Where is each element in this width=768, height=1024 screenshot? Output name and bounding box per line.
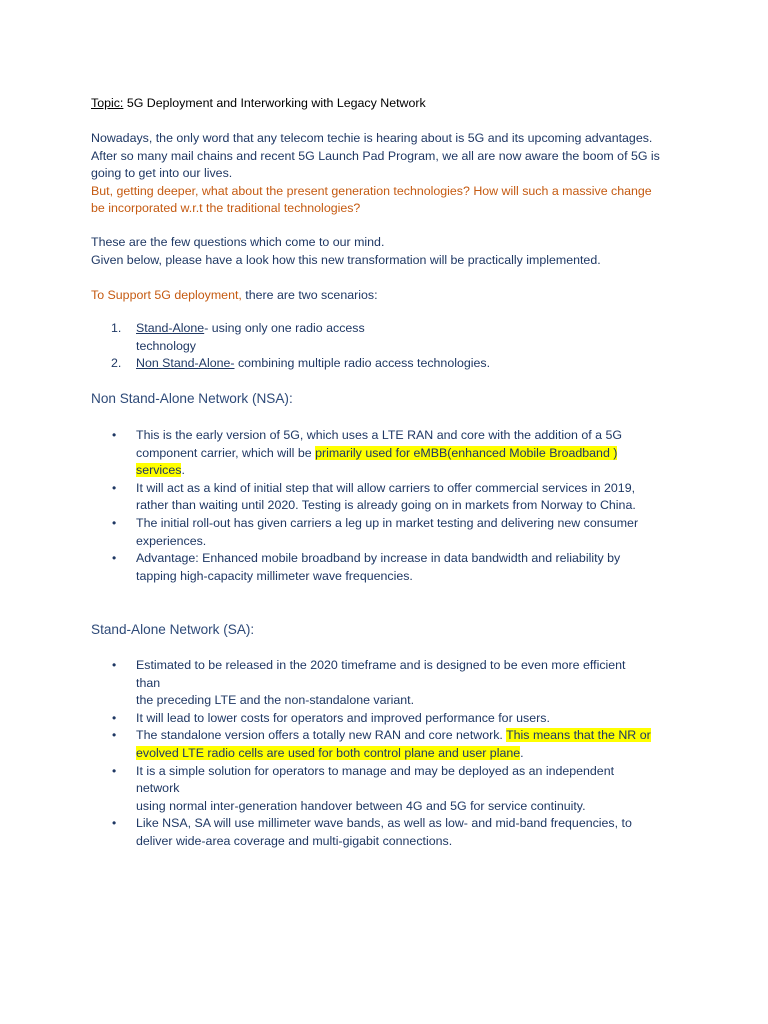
scenario-desc: combining multiple radio access technologies.	[234, 356, 491, 371]
list-item	[91, 815, 651, 850]
bullet-text: .	[520, 745, 524, 760]
bullet-icon: •	[112, 658, 117, 672]
support-lead: To Support 5G deployment,	[91, 288, 242, 302]
bullet-text: deliver wide-area coverage and multi-gigabit connections.	[136, 833, 453, 848]
scenario-list	[91, 320, 651, 373]
scenario-number: 1.	[111, 321, 122, 335]
intro-paragraph	[91, 130, 691, 218]
list-item	[91, 550, 651, 585]
scenario-number: 2.	[111, 356, 122, 371]
bullet-icon: •	[112, 428, 117, 442]
bullet-text: rather than waiting until 2020. Testing is already going on in markets from Norway to China.	[136, 498, 636, 513]
scenario-desc: - using only one radio access	[204, 321, 365, 335]
topic-title: 5G Deployment and Interworking with Legacy Network	[123, 96, 426, 110]
list-item	[91, 710, 651, 728]
highlighted-text: evolved LTE radio cells are used for both control plane and user plane	[136, 745, 521, 760]
bullet-text: The standalone version offers a totally new RAN and core network.	[136, 728, 507, 743]
bullet-icon: •	[112, 816, 117, 831]
bullet-text: tapping high-capacity millimeter wave frequencies.	[136, 568, 413, 583]
questions-paragraph	[91, 234, 691, 269]
scenario-item	[91, 355, 651, 373]
bullet-icon: •	[112, 551, 117, 566]
bullet-icon: •	[112, 710, 117, 725]
list-item	[91, 763, 651, 816]
highlighted-text: primarily used for eMBB(enhanced Mobile Broadband )	[315, 445, 618, 460]
bullet-icon: •	[112, 763, 117, 778]
list-item	[91, 727, 651, 762]
sa-bullet-list	[91, 657, 651, 851]
highlighted-text: This means that the NR or	[506, 728, 651, 743]
bullet-text: using normal inter-generation handover between 4G and 5G for service continuity.	[136, 798, 586, 813]
list-item	[91, 427, 651, 480]
support-rest: there are two scenarios:	[241, 288, 378, 302]
intro-line: Nowadays, the only word that any telecom techie is hearing about is 5G and its upcoming advantages.	[91, 131, 653, 145]
topic-label: Topic:	[91, 96, 124, 110]
bullet-text: Like NSA, SA will use millimeter wave bands, as well as low- and mid-band frequencies, to	[136, 816, 632, 831]
scenario-term: Non Stand-Alone-	[136, 356, 235, 371]
scenario-item	[91, 320, 651, 355]
bullet-text: It will lead to lower costs for operators and improved performance for users.	[136, 710, 550, 725]
scenario-term: Stand-Alone	[136, 321, 205, 335]
bullet-icon: •	[112, 480, 117, 495]
bullet-text: .	[181, 463, 185, 478]
scenario-desc: technology	[136, 338, 196, 353]
bullet-text: component carrier, which will be	[136, 445, 316, 460]
list-item	[91, 657, 651, 710]
bullet-icon: •	[112, 515, 117, 530]
bullet-text: It will act as a kind of initial step that will allow carriers to offer commercial services in 2019,	[136, 480, 636, 495]
bullet-icon: •	[112, 728, 117, 743]
support-line	[91, 287, 691, 305]
intro-line: After so many mail chains and recent 5G Launch Pad Program, we all are now aware the boom of 5G is	[91, 148, 660, 163]
intro-question-line: But, getting deeper, what about the present generation technologies? How will such a massive change	[91, 183, 652, 198]
bullet-text: Advantage: Enhanced mobile broadband by increase in data bandwidth and reliability by	[136, 551, 621, 566]
nsa-bullet-list	[91, 427, 651, 585]
questions-line: Given below, please have a look how this new transformation will be practically implemented.	[91, 252, 601, 267]
bullet-text: Estimated to be released in the 2020 timeframe and is designed to be even more efficient than	[136, 658, 626, 690]
list-item	[91, 515, 651, 550]
intro-line: going to get into our lives.	[91, 166, 233, 181]
highlighted-text: services	[136, 463, 182, 478]
bullet-text: It is a simple solution for operators to manage and may be deployed as an independent network	[136, 763, 615, 796]
list-item	[91, 480, 651, 515]
sa-heading: Stand-Alone Network (SA):	[91, 622, 255, 637]
bullet-text: experiences.	[136, 533, 207, 548]
bullet-text: The initial roll-out has given carriers a leg up in market testing and delivering new consumer	[136, 515, 639, 530]
bullet-text: This is the early version of 5G, which uses a LTE RAN and core with the addition of a 5G	[136, 428, 622, 442]
intro-question-line: be incorporated w.r.t the traditional technologies?	[91, 201, 361, 216]
topic-line	[91, 95, 691, 113]
questions-line: These are the few questions which come to our mind.	[91, 235, 385, 249]
nsa-heading: Non Stand-Alone Network (NSA):	[91, 391, 293, 406]
bullet-text: the preceding LTE and the non-standalone variant.	[136, 693, 415, 708]
